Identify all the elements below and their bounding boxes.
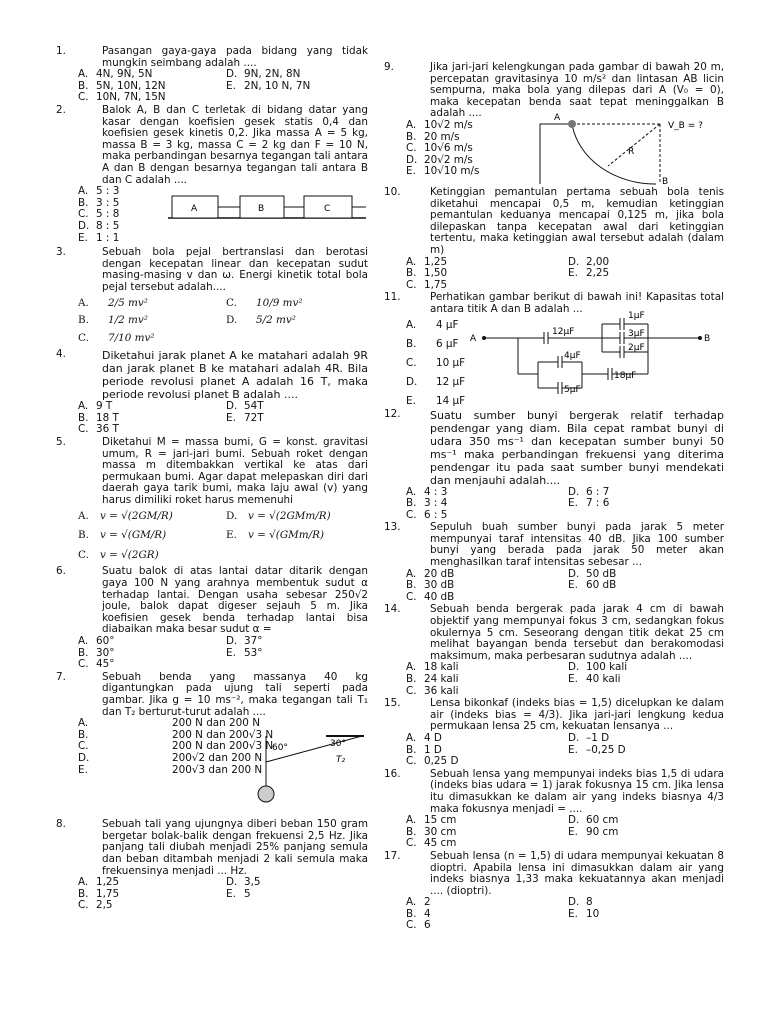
- option-a[interactable]: A. 9 T: [78, 400, 113, 413]
- option-c[interactable]: C. 45 cm: [406, 837, 457, 850]
- option-d[interactable]: D. 9N, 2N, 8N: [226, 68, 301, 81]
- question-text: Balok A, B dan C terletak di bidang datar yang kasar dengan koefisien gesek statis 0,4 dan koefisien gesek kinetis 0,2. Jika massa A = 5 kg, massa B = 3 kg, massa C = 2 kg dan F = 10 N, maka perbandingan besarnya tegangan tali antara A dan B dengan besarnya tegangan tali antara B dan C adalah ....: [102, 103, 368, 186]
- question-5: [56, 437, 368, 561]
- option-a[interactable]: A. 2: [406, 896, 431, 909]
- t2-label: T₂: [336, 755, 346, 766]
- option-d[interactable]: D. 3,5: [226, 876, 261, 889]
- option-a[interactable]: A. 200 N dan 200 N: [78, 717, 260, 730]
- question-number: 9.: [384, 61, 394, 73]
- options: [406, 120, 526, 178]
- option-a[interactable]: A. 4 D: [406, 731, 442, 744]
- angle-2-label: 30°: [330, 739, 346, 750]
- option-d[interactable]: D. 8 : 5: [78, 219, 120, 232]
- option-e[interactable]: E. 2N, 10 N, 7N: [226, 79, 311, 92]
- option-b[interactable]: B. 18 T: [78, 411, 119, 424]
- question-number: 12.: [384, 407, 401, 420]
- options: [78, 511, 368, 562]
- option-c[interactable]: C. 10N, 7N, 15N: [78, 91, 166, 104]
- question-number: 8.: [56, 818, 66, 831]
- question-1: [56, 46, 368, 104]
- point-a-label: A: [554, 112, 561, 123]
- option-d[interactable]: D. 20√2 m/s: [406, 153, 473, 166]
- question-number: 10.: [384, 185, 401, 198]
- question-text: Suatu balok di atas lantai datar ditarik dengan gaya 100 N yang arahnya membentuk sudut α terhadap lantai. Dengan usaha sebesar 250√2 joule, balok dapat digeser sejauh 5 m. Jika koefisien gesek benda terhadap lantai bisa diabaikan maka besar sudut α =: [102, 565, 368, 636]
- cap-1uf-label: 1μF: [628, 310, 645, 321]
- option-c[interactable]: C. 6: [406, 919, 431, 932]
- question-text: Sebuah lensa yang mempunyai indeks bias 1,5 di udara (indeks bias udara = 1) jarak fokusnya 15 cm. Jika lensa itu dimasukkan ke dalam air yang indeks biasnya 4/3 maka fokusnya menjadi = ....: [430, 767, 724, 815]
- options: [406, 815, 724, 850]
- question-text: Sebuah tali yang ujungnya diberi beban 150 gram bergetar bolak-balik dengan frekuensi 2,5 Hz. Jika panjang tali diubah menjadi 25% panjang semula dan beban ditambah menjadi 2 kali semula maka frekuensinya menjadi ... Hz.: [102, 818, 368, 877]
- options: [406, 897, 724, 932]
- question-text: Sebuah benda yang massanya 40 kg digantungkan pada ujung tali seperti pada gambar. Jika g = 10 ms⁻², maka tegangan tali T₁ dan T₂ berturut-turut adalah ....: [102, 670, 368, 718]
- question-12: [384, 409, 724, 522]
- cap-4uf-label: 4μF: [564, 350, 581, 361]
- option-e[interactable]: E. 10: [568, 907, 600, 920]
- question-text: Jika jari-jari kelengkungan pada gambar di bawah 20 m, percepatan gravitasinya 10 m/s² dan lintasan AB licin sempurna, maka bola yang dilepas dari A (V₀ = 0), maka kecepatan benda saat tepat meninggalkan B adalah ....: [430, 61, 724, 120]
- option-b[interactable]: B. 1,75: [78, 887, 120, 900]
- option-c[interactable]: C. 10 μF: [406, 356, 466, 369]
- cap-5uf-label: 5μF: [564, 384, 581, 395]
- option-c[interactable]: C. 1,75: [406, 278, 448, 291]
- option-b[interactable]: B. 6 μF: [406, 337, 459, 350]
- option-e[interactable]: E. 7 : 6: [568, 497, 610, 510]
- cap-12uf-label: 12μF: [552, 326, 575, 337]
- question-text: Ketinggian pemantulan pertama sebuah bola tenis diketahui mencapai 0,5 m, kemudian ketinggian pemantulan keduanya mencapai 0,125 m, jika bola dilepaskan tanpa kecepatan awal dari ketinggian tertentu, maka ketinggian awal tersebut adalah (dalam m): [430, 185, 724, 256]
- question-number: 2.: [56, 103, 66, 116]
- question-number: 1.: [56, 45, 66, 57]
- option-c[interactable]: C. 10/9 mv²: [226, 296, 303, 309]
- option-d[interactable]: D. 54T: [226, 400, 264, 413]
- option-e[interactable]: E. 1 : 1: [78, 231, 120, 244]
- option-b[interactable]: B. 30°: [78, 646, 115, 659]
- question-text: Suatu sumber bunyi bergerak relatif terhadap pendengar yang diam. Bila cepat rambat bunyi di udara 350 ms⁻¹ dan kecepatan sumber bunyi 50 ms⁻¹ maka perbandingan frekuensi yang diterima pendengar itu pada saat sumber bunyi mendekati dan menjauhi adalah....: [430, 408, 724, 487]
- question-number: 3.: [56, 246, 66, 259]
- options: [406, 569, 724, 604]
- options: [78, 186, 148, 244]
- option-d[interactable]: D. 6 : 7: [568, 485, 610, 498]
- option-d[interactable]: D. 8: [568, 896, 593, 909]
- option-e[interactable]: E. 5: [226, 887, 251, 900]
- cap-3uf-label: 3μF: [628, 328, 645, 339]
- option-b[interactable]: B. 3 : 4: [406, 497, 448, 510]
- option-d[interactable]: D. v = √(2GMm/R): [226, 509, 331, 522]
- options: [78, 298, 368, 345]
- option-c[interactable]: C. v = √(2GR): [78, 548, 159, 561]
- option-d[interactable]: D. 50 dB: [568, 567, 617, 580]
- question-number: 14.: [384, 603, 401, 616]
- option-a[interactable]: A. 2/5 mv²: [78, 296, 148, 309]
- option-d[interactable]: D. 2,00: [568, 255, 610, 268]
- capacitor-circuit-diagram: [470, 310, 711, 398]
- option-e[interactable]: E. 10√10 m/s: [406, 165, 480, 178]
- option-c[interactable]: C. 36 kali: [406, 684, 459, 697]
- option-d[interactable]: D. 60 cm: [568, 814, 619, 827]
- option-d[interactable]: D. 100 kali: [568, 661, 628, 674]
- question-number: 11.: [384, 291, 401, 304]
- option-e[interactable]: E. 200√3 dan 200 N: [78, 763, 263, 776]
- question-3: [56, 247, 368, 344]
- question-text: Lensa bikonkaf (indeks bias = 1,5) dicelupkan ke dalam air (indeks bias = 4/3). Jika jari-jari lengkung kedua permukaan lensa 25 cm, kekuatan lensanya ...: [430, 697, 724, 733]
- question-15: [384, 698, 724, 768]
- node-b-label: B: [704, 333, 711, 344]
- question-9: [384, 62, 724, 186]
- question-2: [56, 105, 368, 246]
- question-text: Pasangan gaya-gaya pada bidang yang tidak mungkin seimbang adalah ....: [102, 45, 368, 69]
- option-b[interactable]: B. 1,50: [406, 267, 448, 280]
- option-b[interactable]: B. 24 kali: [406, 673, 459, 685]
- option-a[interactable]: A. 4 μF: [406, 318, 459, 331]
- question-17: [384, 851, 724, 932]
- option-b[interactable]: B. 3 : 5: [78, 196, 120, 209]
- option-a[interactable]: A. v = √(2GM/R): [78, 509, 173, 522]
- option-b[interactable]: B. 5N, 10N, 12N: [78, 79, 166, 92]
- option-a[interactable]: A. 1,25: [78, 876, 120, 889]
- block-c-label: C: [324, 204, 331, 215]
- question-number: 13.: [384, 521, 401, 534]
- option-a[interactable]: A. 1,25: [406, 255, 448, 268]
- question-text: Perhatikan gambar berikut di bawah ini! Kapasitas total antara titik A dan B adalah ...: [430, 291, 724, 315]
- options: [406, 487, 724, 522]
- question-number: 17.: [384, 849, 401, 862]
- question-14: [384, 604, 724, 697]
- question-10: [384, 187, 724, 291]
- options: [78, 877, 368, 912]
- option-d[interactable]: D. 5/2 mv²: [226, 314, 296, 327]
- block-b-label: B: [258, 204, 265, 215]
- options: [78, 401, 368, 436]
- question-7: [56, 672, 368, 814]
- option-b[interactable]: B. 4: [406, 907, 431, 920]
- option-c[interactable]: C. 45°: [78, 658, 115, 671]
- option-b[interactable]: B. 200 N dan 200√3 N: [78, 728, 274, 741]
- option-e[interactable]: E. 14 μF: [406, 394, 466, 407]
- option-c[interactable]: C. 200 N dan 200√3 N: [78, 740, 274, 753]
- option-e[interactable]: E. 2,25: [568, 267, 610, 280]
- block-a-label: A: [191, 204, 198, 215]
- options: [78, 69, 368, 104]
- option-c[interactable]: C. 2,5: [78, 899, 113, 912]
- question-text: Sebuah benda bergerak pada jarak 4 cm di bawah objektif yang mempunyai fokus 3 cm, sedangkan fokus okulernya 5 cm. Seseorang dengan titik dekat 25 cm melihat bayangan benda tersebut dan berakomodasi maksimum, maka perbesaran sudutnya adalah ....: [430, 603, 724, 662]
- question-number: 4.: [56, 348, 66, 361]
- option-a[interactable]: A. 15 cm: [406, 814, 457, 827]
- option-a[interactable]: A. 4N, 9N, 5N: [78, 68, 153, 81]
- option-a[interactable]: A. 5 : 3: [78, 185, 120, 198]
- question-text: Diketahui jarak planet A ke matahari adalah 9R dan jarak planet B ke matahari adalah 4R. Bila periode revolusi planet A adalah 16 T, maka periode revolusi planet B adalah ....: [102, 349, 368, 402]
- option-c[interactable]: C. 36 T: [78, 423, 119, 436]
- option-d[interactable]: D. 200√2 dan 200 N: [78, 751, 263, 764]
- question-text: Diketahui M = massa bumi, G = konst. gravitasi umum, R = jari-jari bumi. Sebuah roket dengan massa m ditembakkan vertikal ke atas dari permukaan bumi. Agar dapat melepaskan diri dari daerah gaya tarik bumi, maka laju awal (v) yang harus dimiliki roket harus memenuhi: [102, 436, 368, 507]
- question-number: 5.: [56, 436, 66, 449]
- option-e[interactable]: E. 40 kali: [568, 673, 621, 685]
- options: [78, 636, 368, 671]
- option-a[interactable]: A. 4 : 3: [406, 485, 448, 498]
- node-a-label: A: [470, 333, 477, 344]
- option-a[interactable]: A. 20 dB: [406, 567, 455, 580]
- point-b-label: B: [662, 176, 669, 187]
- option-d[interactable]: D. 37°: [226, 634, 263, 647]
- option-e[interactable]: E. 60 dB: [568, 579, 617, 592]
- option-c[interactable]: C. 6 : 5: [406, 508, 448, 521]
- question-4: [56, 349, 368, 436]
- question-number: 16.: [384, 767, 401, 780]
- angle-1-label: 60°: [272, 743, 288, 754]
- blocks-diagram: [166, 190, 368, 224]
- question-11: [384, 291, 724, 407]
- right-column: [384, 62, 724, 933]
- cap-18uf-label: 18μF: [614, 370, 637, 381]
- question-text: Sebuah lensa (n = 1,5) di udara mempunyai kekuatan 8 dioptri. Apabila lensa ini dimasukkan dalam air yang indeks biasnya 1,33 maka kekuatannya akan menjadi .... (dioptri).: [430, 849, 724, 897]
- option-a[interactable]: A. 60°: [78, 634, 115, 647]
- hanging-mass-diagram: [226, 732, 366, 812]
- option-e[interactable]: E. v = √(GMm/R): [226, 529, 325, 542]
- option-c[interactable]: C. 40 dB: [406, 590, 455, 603]
- option-e[interactable]: C. 7/10 mv²: [78, 331, 155, 344]
- option-b[interactable]: B. v = √(GM/R): [78, 529, 167, 542]
- options: [406, 733, 724, 768]
- options: [406, 257, 724, 292]
- radius-label: R: [628, 146, 635, 157]
- question-number: 15.: [384, 697, 401, 710]
- question-13: [384, 522, 724, 603]
- question-number: 6.: [56, 565, 66, 578]
- velocity-label: V_B = ?: [668, 120, 703, 131]
- question-text: Sepuluh buah sumber bunyi pada jarak 5 meter mempunyai taraf intensitas 40 dB. Jika 100 sumber bunyi yang berada pada jarak 50 meter akan menghasilkan taraf intensitas sebesar ...: [430, 521, 724, 569]
- option-c[interactable]: C. 10√6 m/s: [406, 142, 473, 155]
- option-b[interactable]: B. 20 m/s: [406, 130, 460, 143]
- option-c[interactable]: C. 5 : 8: [78, 208, 120, 221]
- option-e[interactable]: E. 90 cm: [568, 825, 619, 838]
- option-b[interactable]: B. 30 dB: [406, 579, 455, 592]
- question-6: [56, 566, 368, 670]
- option-c[interactable]: C. 0,25 D: [406, 755, 459, 768]
- option-d[interactable]: D. 12 μF: [406, 375, 466, 388]
- options: [406, 662, 724, 697]
- left-column: [56, 46, 368, 913]
- option-b[interactable]: B. 1 D: [406, 743, 442, 756]
- option-e[interactable]: E. –0,25 D: [568, 743, 626, 756]
- question-8: [56, 819, 368, 912]
- option-e[interactable]: E. 53°: [226, 646, 263, 659]
- question-number: 7.: [56, 670, 66, 683]
- question-16: [384, 769, 724, 850]
- question-text: Sebuah bola pejal bertranslasi dan berotasi dengan kecepatan linear dan kecepatan sudut masing-masing v dan ω. Energi kinetik total bola pejal tersebut adalah....: [102, 246, 368, 293]
- option-b[interactable]: B. 30 cm: [406, 825, 457, 838]
- option-a[interactable]: A. 18 kali: [406, 661, 459, 674]
- curved-track-diagram: [534, 114, 714, 190]
- option-e[interactable]: E. 72T: [226, 411, 264, 424]
- option-d[interactable]: D. –1 D: [568, 731, 610, 744]
- cap-2uf-label: 2μF: [628, 342, 645, 353]
- option-b[interactable]: B. 1/2 mv²: [78, 314, 148, 327]
- option-a[interactable]: A. 10√2 m/s: [406, 118, 473, 131]
